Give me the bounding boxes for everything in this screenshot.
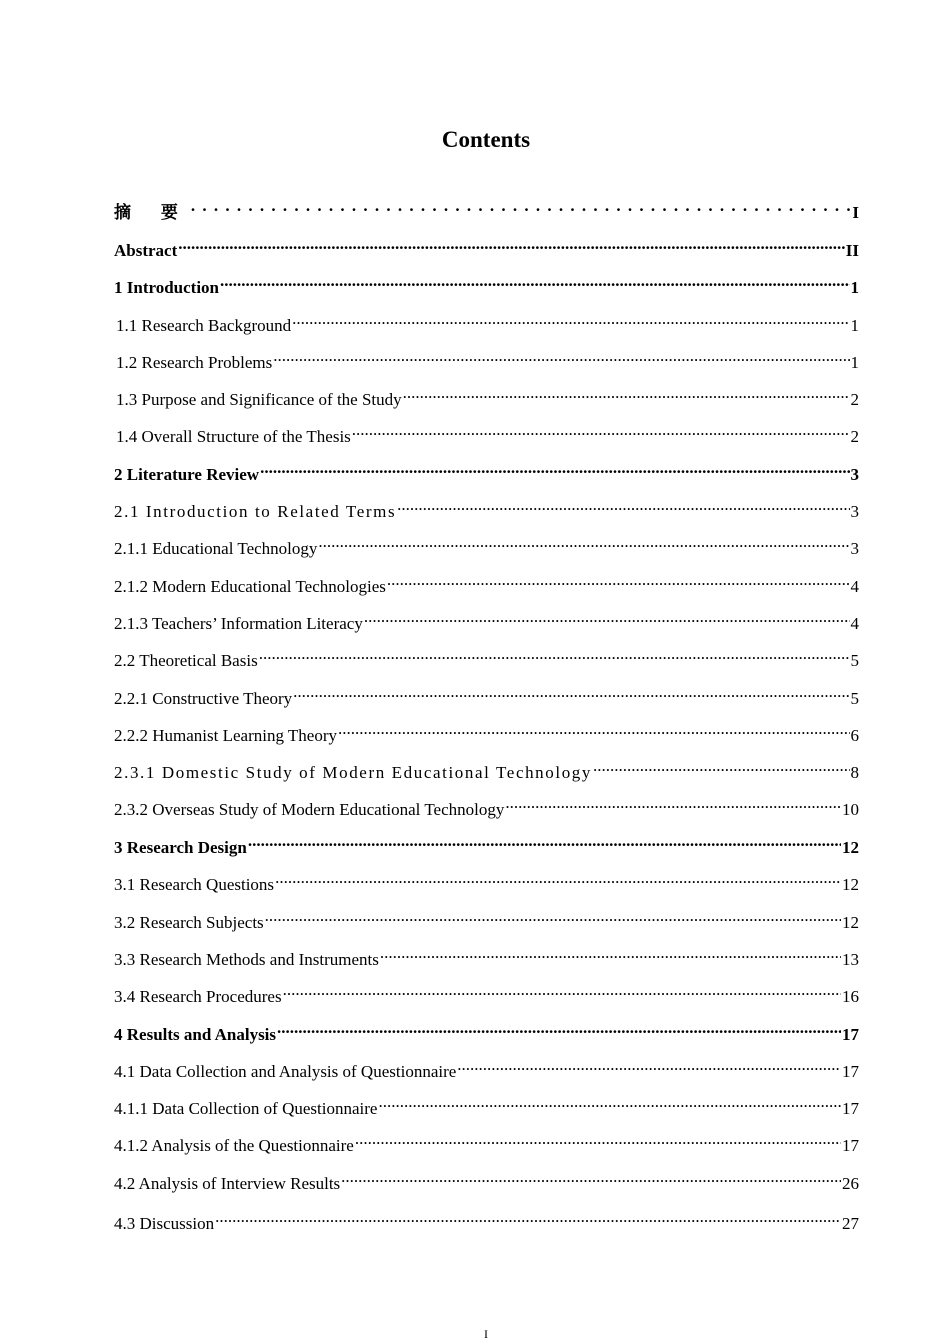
toc-entry-page: 5 [850,651,859,670]
toc-entry-3-2[interactable] [114,904,859,935]
toc-entry-page: 3 [850,465,859,484]
dot-leader [380,941,841,965]
dot-leader [338,717,849,741]
toc-entry-label: 4.2 Analysis of Interview Results [114,1174,341,1193]
toc-entry-label: 2.2.2 Humanist Learning Theory [114,726,338,745]
dot-leader [403,381,850,405]
toc-entry-page: 3 [850,539,859,558]
dot-leader [355,1127,841,1151]
toc-entry-page: 13 [842,950,859,969]
toc-entry-label: Abstract [114,241,178,260]
toc-entry-page: 4 [850,577,859,596]
dot-leader [505,791,841,815]
toc-entry-label: 4.3 Discussion [114,1214,215,1233]
dot-leader [378,1090,841,1114]
toc-entry-4-1-2[interactable] [114,1127,859,1158]
toc-entry-page: 17 [842,1099,859,1118]
toc-entry-label: 3 Research Design [114,838,247,857]
toc-entry-1-2[interactable] [114,344,859,375]
toc-entry-chapter-1[interactable] [114,269,859,300]
toc-entry-page: 16 [842,987,859,1006]
dot-leader [273,344,849,368]
page-number: I [484,1327,488,1341]
toc-entry-label: 1.4 Overall Structure of the Thesis [116,427,351,446]
toc-entry-chapter-2[interactable] [114,456,859,487]
page-title: Contents [441,127,531,152]
toc-entry-page: 1 [850,316,859,335]
dot-leader [248,829,841,853]
toc-entry-label: 2.1.3 Teachers’ Information Literacy [114,614,363,633]
toc-entry-1-1[interactable] [114,307,859,338]
toc-entry-2-3-2[interactable] [114,791,859,822]
dot-leader [260,456,849,480]
toc-entry-page: 1 [850,353,859,372]
toc-entry-page: 5 [850,689,859,708]
toc-entry-page: I [852,203,859,222]
toc-entry-2-1-2[interactable] [114,568,859,599]
toc-entry-page: 12 [842,875,859,894]
dot-leader [293,680,849,704]
toc-entry-label: 2 Literature Review [114,465,260,484]
toc-entry-label: 2.1.1 Educational Technology [114,539,318,558]
dot-leader [352,418,850,442]
dot-leader [259,642,850,666]
toc-entry-page: 1 [850,278,859,297]
toc-entry-4-1-1[interactable] [114,1090,859,1121]
dot-leader [341,1165,841,1189]
dot-leader [265,904,841,928]
toc-entry-label: 1.3 Purpose and Significance of the Study [116,390,402,409]
dot-leader [277,1016,841,1040]
toc-entry-page: 10 [842,800,859,819]
dot-leader [220,269,849,293]
toc-entry-label: 3.3 Research Methods and Instruments [114,950,379,969]
toc-entry-1-4[interactable] [114,418,859,449]
toc-entry-2-2-2[interactable] [114,717,859,748]
toc-entry-4-3[interactable] [114,1205,859,1236]
toc-entry-label: 3.1 Research Questions [114,875,275,894]
dot-leader [215,1205,841,1229]
dot-leader [593,754,849,778]
toc-entry-page: 2 [850,390,859,409]
toc-entry-label: 3.4 Research Procedures [114,987,282,1006]
toc-entry-label: 3.2 Research Subjects [114,913,264,932]
toc-entry-3-1[interactable] [114,866,859,897]
toc-entry-label: 4.1.1 Data Collection of Questionnaire [114,1099,378,1118]
toc-entry-abstract[interactable] [114,232,859,263]
toc-entry-4-1[interactable] [114,1053,859,1084]
toc-entry-page: 4 [850,614,859,633]
toc-entry-label: 4.1.2 Analysis of the Questionnaire [114,1136,354,1155]
dot-leader [292,307,849,331]
toc-entry-label: 2.1 Introduction to Related Terms [114,502,397,521]
toc-entry-page: 12 [842,838,859,857]
toc-entry-2-1-1[interactable] [114,530,859,561]
toc-entry-page: 6 [850,726,859,745]
toc-entry-4-2[interactable] [114,1165,859,1196]
toc-entry-label: 2.1.2 Modern Educational Technologies [114,577,386,596]
toc-entry-2-2-1[interactable] [114,680,859,711]
toc-entry-page: 17 [842,1136,859,1155]
toc-entry-page: 3 [850,502,859,521]
toc-entry-chapter-4[interactable] [114,1016,859,1047]
toc-entry-label: 2.3.2 Overseas Study of Modern Educational Technology [114,800,505,819]
toc-entry-label: 1 Introduction [114,278,220,297]
toc-entry-page: II [845,241,859,260]
toc-entry-label: 1.2 Research Problems [116,353,273,372]
dot-leader [397,493,849,517]
toc-entry-label: 2.3.1 Domestic Study of Modern Educational Technology [114,763,593,782]
toc-entry-3-3[interactable] [114,941,859,972]
table-of-contents [114,0,859,1300]
toc-entry-label: 4 Results and Analysis [114,1025,277,1044]
toc-entry-label: 摘 要 [114,203,190,223]
dot-leader [275,866,841,890]
toc-entry-page: 17 [842,1025,859,1044]
toc-entry-page: 26 [842,1174,859,1193]
toc-entry-page: 8 [850,763,859,782]
toc-entry-label: 4.1 Data Collection and Analysis of Questionnaire [114,1062,457,1081]
dot-leader [178,232,845,256]
toc-entry-label: 2.2.1 Constructive Theory [114,689,293,708]
toc-entry-page: 2 [850,427,859,446]
toc-entry-label: 2.2 Theoretical Basis [114,651,258,670]
toc-entry-2-3-1[interactable] [114,754,859,785]
toc-entry-1-3[interactable] [114,381,859,412]
toc-entry-3-4[interactable] [114,978,859,1009]
dot-leader [191,194,851,218]
dot-leader [283,978,841,1002]
dot-leader [364,605,850,629]
toc-entry-2-2[interactable] [114,642,859,673]
toc-entry-2-1[interactable] [114,493,859,524]
toc-entry-2-1-3[interactable] [114,605,859,636]
toc-entry-label: 1.1 Research Background [116,316,292,335]
dot-leader [387,568,850,592]
dot-leader [318,530,849,554]
toc-entry-page: 12 [842,913,859,932]
toc-entry-chapter-3[interactable] [114,829,859,860]
dot-leader [457,1053,841,1077]
toc-entry-abstract-chinese[interactable] [114,194,859,225]
toc-entry-page: 17 [842,1062,859,1081]
toc-entry-page: 27 [842,1214,859,1233]
